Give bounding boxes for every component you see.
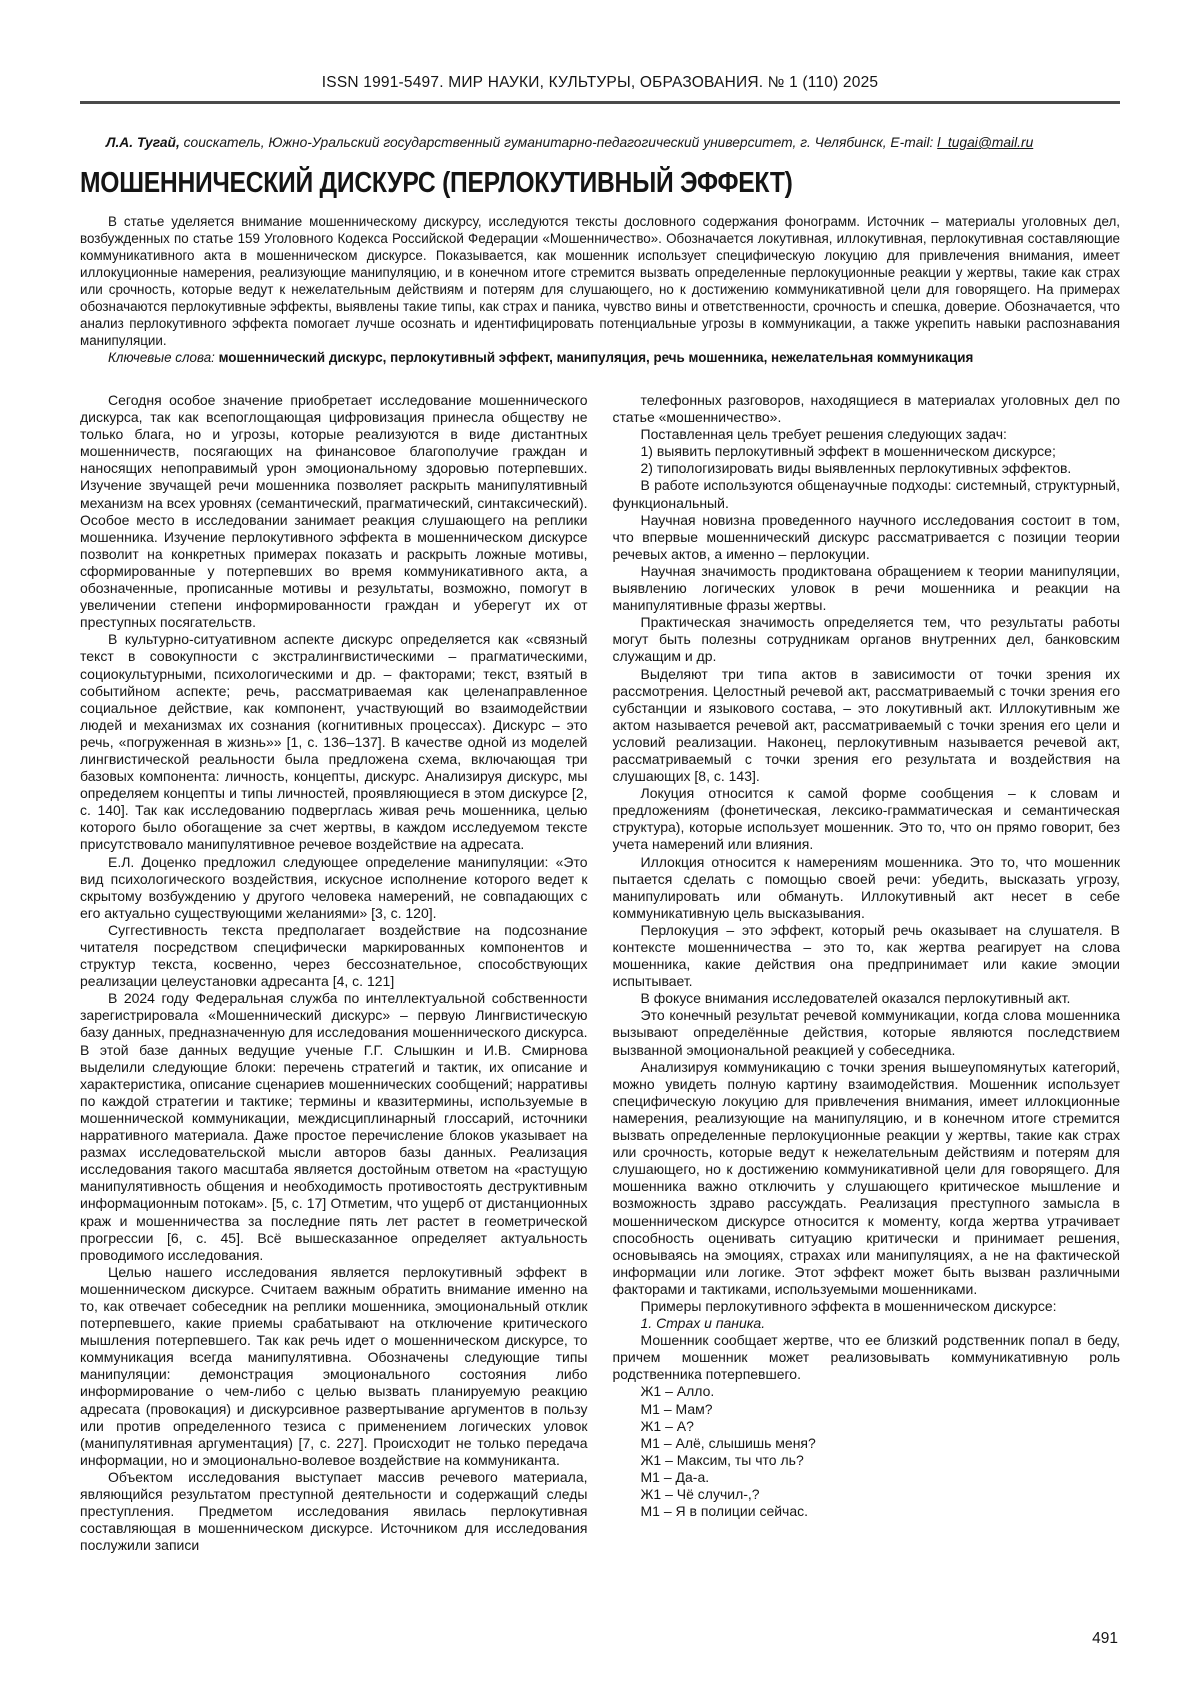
body-paragraph: М1 – Я в полиции сейчас. <box>640 1503 809 1520</box>
body-paragraph: Мошенник сообщает жертве, что ее близкий родственник попал в беду, причем мошенник может реализовывать коммуникативную роль родственника потерпевшего. <box>612 1332 1120 1383</box>
body-paragraph: Иллокция относится к намерениям мошенника. Это то, что мошенник пытается сделать с помощью своей речи: убедить, высказать угрозу, манипулировать или обмануть. Иллокутивный акт несет в себе коммуникативную цель высказывания. <box>612 853 1120 921</box>
author-line <box>80 134 1120 151</box>
body-paragraph: М1 – Да-а. <box>640 1468 710 1485</box>
author-affiliation: соискатель, Южно-Уральский государственный гуманитарно-педагогический университет, г. Челябинск, E-mail: <box>179 135 938 150</box>
body-paragraph: Выделяют три типа актов в зависимости от точки зрения их рассмотрения. Целостный речевой акт, рассматриваемый с точки зрения его субстанции и языкового состава, – это локутивный акт. Иллокутивным же актом называется речевой акт, рассматриваемый с точки зрения его цели и условий реализации. Наконец, перлокутивным называется речевой акт, рассматриваемый с точки зрения его результата и воздействия на слушающих [8, с. 143]. <box>612 665 1120 785</box>
body-paragraph: В работе используются общенаучные подходы: системный, структурный, функциональный. <box>612 477 1120 511</box>
body-paragraph: Примеры перлокутивного эффекта в мошенническом дискурсе: <box>640 1297 1057 1314</box>
body-paragraph: 1. Страх и паника. <box>640 1315 766 1332</box>
body-paragraph: Поставленная цель требует решения следующих задач: <box>640 426 1007 443</box>
body-paragraph: Научная новизна проведенного научного исследования состоит в том, что впервые мошеннический дискурс рассматривается с позиции теории речевых актов, а именно – перлокуции. <box>612 511 1120 562</box>
abstract-text: В статье уделяется внимание мошенническому дискурсу, исследуются тексты дословного содержания фонограмм. Источник – материалы уголовных дел, возбужденных по статье 159 Уголовного Кодекса Российской Федерации «Мошенничество». Обозначается локутивная, иллокутивная, перлокутивная составляющие коммуникативного акта в мошенническом дискурсе. Показывается, как мошенник использует специфическую локуцию для привлечения внимания, имеет иллокуционные намерения, реализующие манипуляцию, и в конечном итоге стремится вызвать определенные перлокуционные реакции у жертвы, такие как страх или срочность, которые ведут к нежелательным действиям и потерям для слушающего, но к достижению коммуникативной цели для говорящего. На примерах обозначаются перлокутивные эффекты, выявлены такие типы, как страх и паника, чувство вины и ответственности, срочность и спешка, доверие. Обозначается, что анализ перлокутивного эффекта помогает лучше осознать и идентифицировать потенциальные угрозы в коммуникации, а также укрепить навыки распознавания манипуляции. <box>80 214 1120 348</box>
body-paragraph: Анализируя коммуникацию с точки зрения вышеупомянутых категорий, можно увидеть полную картину взаимодействия. Мошенник использует специфическую локуцию для привлечения внимания, имеет иллокционные намерения, реализующие на манипуляцию, и в конечном итоге стремится вызвать определенные перлокуционные реакции у жертвы, такие как страх или срочность, которые ведут к нежелательным действиям и потерям для слушающего, но к достижению коммуникативной цели для говорящего. Для мошенника важно отключить у слушающего критическое мышление и возможность здраво рассуждать. Реализация преступного замысла в мошенническом дискурсе относится к моменту, когда жертва утрачивает способность оценивать ситуацию критически и принимает решения, основываясь на эмоциях, страхах или манипуляциях, а не на фактической информации или логике. Этот эффект может быть вызван различными факторами и тактиками, используемыми мошенниками. <box>612 1058 1120 1297</box>
body-paragraph: Это конечный результат речевой коммуникации, когда слова мошенника вызывают определённые действия, которые являются последствием вызванной эмоциональной реакцией у собеседника. <box>612 1007 1120 1058</box>
body-paragraph: М1 – Алё, слышишь меня? <box>640 1434 816 1451</box>
body-paragraph: Ж1 – А? <box>640 1417 694 1434</box>
journal-header: ISSN 1991-5497. МИР НАУКИ, КУЛЬТУРЫ, ОБРАЗОВАНИЯ. № 1 (110) 2025 <box>321 74 879 91</box>
body-paragraph: Практическая значимость определяется тем, что результаты работы могут быть полезны сотрудникам органов внутренних дел, банковским служащим и др. <box>612 614 1120 665</box>
page-number: 491 <box>1092 1630 1118 1647</box>
body-paragraph: 1) выявить перлокутивный эффект в мошенническом дискурсе; <box>640 443 1056 460</box>
body-paragraph: Суггестивность текста предполагает воздействие на подсознание читателя посредством специфически маркированных компонентов и структур текста, косвенно, через бессознательное, способствующих реализации целеустановки адресанта [4, с. 121] <box>80 921 588 990</box>
body-paragraph: Сегодня особое значение приобретает исследование мошеннического дискурса, так как всепоглощающая цифровизация принесла обществу не только блага, но и угрозы, которые реализуются в виде дистантных мошенничеств, посягающих на финансовое благополучие граждан и наносящих непоправимый урон эмоциональному здоровью потерпевших. Изучение звучащей речи мошенника позволяет раскрыть манипулятивный механизм на всех уровнях (семантический, прагматический, синтаксический). Особое место в исследовании занимает реакция слушающего на реплики мошенника. Изучение перлокутивного эффекта в мошенническом дискурсе позволит на конкретных примерах показать и раскрыть ложные мотивы, сформированные у потерпевших во время коммуникативного акта, а обозначенные, прописанные мотивы и результаты, возможно, помогут в увеличении степени информированности граждан и уберегут их от преступных посягательств. <box>80 392 588 631</box>
keywords-line <box>80 349 1120 366</box>
body-paragraph: М1 – Мам? <box>640 1400 713 1417</box>
body-paragraph: Научная значимость продиктована обращением к теории манипуляции, выявлению логических уловок в речи мошенника и реакции на манипулятивные фразы жертвы. <box>612 562 1120 614</box>
author-email: l_tugai@mail.ru <box>937 135 1034 150</box>
left-column <box>80 392 588 1554</box>
body-paragraph: Локуция относится к самой форме сообщения – к словам и предложениям (фонетическая, лексико-грамматическая и семантическая структура), которые использует мошенник. Это то, что он прямо говорит, без учета намерений или влияния. <box>612 785 1120 853</box>
body-paragraph: Е.Л. Доценко предложил следующее определение манипуляции: «Это вид психологического воздействия, искусное исполнение которого ведет к скрытому возбуждению у другого человека намерений, не совпадающих с его актуально существующими желаниями» [3, с. 120]. <box>80 853 588 921</box>
body-paragraph: В культурно-ситуативном аспекте дискурс определяется как «связный текст в совокупности с экстралингвистическими – прагматическими, социокультурными, психологическими и др. – факторами; текст, взятый в событийном аспекте; речь, рассматриваемая как целенаправленное социальное действие, как компонент, участвующий во взаимодействии людей и механизмах их сознания (когнитивных процессах). Дискурс – это речь, «погруженная в жизнь»» [1, с. 136–137]. В качестве одной из моделей лингвистической реальности была предложена схема, включающая три базовых компонента: личность, концепты, дискурс. Анализируя дискурс, мы определяем концепты и типы личностей, проявляющиеся в этом дискурсе [2, с. 140]. Так как исследованию подверглась живая речь мошенника, целью которого было обогащение за счет жертвы, в каждом исследуемом тексте присутствовало манипулятивное речевое воздействие на адресата. <box>80 631 588 853</box>
article-title: МОШЕННИЧЕСКИЙ ДИСКУРС (ПЕРЛОКУТИВНЫЙ ЭФФЕКТ) <box>80 167 793 199</box>
body-paragraph: Объектом исследования выступает массив речевого материала, являющийся результатом преступной деятельности и содержащий следы преступления. Предметом исследования явилась перлокутивная составляющая в мошенническом дискурсе. Источником для исследования послужили записи <box>80 1468 588 1554</box>
keywords-label: Ключевые слова: <box>108 350 219 365</box>
keywords-text: мошеннический дискурс, перлокутивный эффект, манипуляция, речь мошенника, нежелательная коммуникация <box>218 350 974 365</box>
body-paragraph: Перлокуция – это эффект, который речь оказывает на слушателя. В контексте мошенничества – это то, как жертва реагирует на слова мошенника, какие действия она предпринимает или какие эмоции испытывает. <box>612 921 1120 990</box>
body-paragraph: В фокусе внимания исследователей оказался перлокутивный акт. <box>640 990 1071 1007</box>
header-rule <box>80 101 1120 104</box>
body-columns <box>80 392 1120 1554</box>
body-paragraph: Ж1 – Чё случил-,? <box>640 1486 760 1502</box>
body-paragraph: В 2024 году Федеральная служба по интеллектуальной собственности зарегистрировала «Мошеннический дискурс» – первую Лингвистическую базу данных, предназначенную для исследования мошеннического дискурса. В этой базе данных ведущие ученые Г.Г. Слышкин и И.В. Смирнова выделили следующие блоки: перечень стратегий и тактик, их описание и характеристика, описание сценариев мошеннических сообщений; нарративы по каждой стратегии и тактике; термины и квазитермины, используемые в мошеннической коммуникации, междисциплинарный глоссарий, источники нарративного материала. Даже простое перечисление блоков указывает на размах исследовательской мысли авторов базы данных. Реализация исследования такого масштаба является достойным ответом на «растущую манипулятивность общения и необходимость противостоять деструктивным информационным потокам». [5, с. 17] Отметим, что ущерб от дистанционных краж и мошенничества за последние пять лет растет в геометрической прогрессии [6, с. 45]. Всё вышесказанное определяет актуальность проводимого исследования. <box>80 990 588 1263</box>
right-column <box>613 392 1121 1554</box>
body-paragraph: телефонных разговоров, находящиеся в материалах уголовных дел по статье «мошенничество». <box>612 392 1120 426</box>
author-name: Л.А. Тугай, <box>106 135 180 150</box>
body-paragraph: Целью нашего исследования является перлокутивный эффект в мошенническом дискурсе. Считаем важным обратить внимание именно на то, как отвечает собеседник на реплики мошенника, эмоциональный отклик потерпевшего, какие приемы срабатывают на отключение критического мышления потерпевшего. Так как речь идет о мошенническом дискурсе, то коммуникация всегда манипулятивна. Обозначены следующие типы манипуляции: демонстрация эмоционального состояния либо информирование о чем-либо с целью вызвать планируемую реакцию адресата (провокация) и дискурсивное развертывание аргументов в пользу или против определенного тезиса с применением логических уловок (манипулятивная аргументация) [7, с. 227]. Происходит не только передача информации, но и эмоционально-волевое воздействие на коммуниканта. <box>80 1263 588 1468</box>
body-paragraph: Ж1 – Максим, ты что ль? <box>640 1451 804 1468</box>
body-paragraph: 2) типологизировать виды выявленных перлокутивных эффектов. <box>640 460 1072 477</box>
body-paragraph: Ж1 – Алло. <box>640 1383 715 1400</box>
